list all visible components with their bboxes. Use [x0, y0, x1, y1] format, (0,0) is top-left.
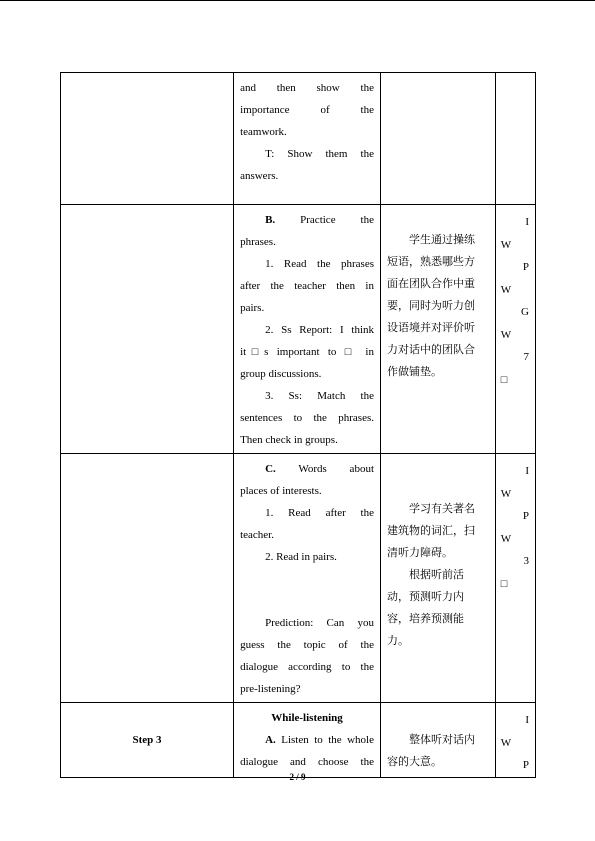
- page-number: 2 / 9: [289, 772, 306, 782]
- activity-line: C. Words about: [265, 463, 374, 475]
- purpose-line: 学习有关著名: [409, 502, 475, 515]
- activity-line: answers.: [240, 170, 279, 182]
- purpose-line: 作做铺垫。: [387, 365, 442, 378]
- purpose-line: 容，培养预测能: [387, 612, 464, 625]
- purpose-line: 动，预测听力内: [387, 590, 464, 603]
- purpose-line: 学生通过操练: [409, 233, 475, 246]
- purpose-cell: [381, 454, 496, 703]
- code-mark: P: [522, 510, 529, 522]
- activity-line: 2. Read in pairs.: [265, 551, 337, 563]
- code-mark: G: [521, 306, 529, 318]
- code-cell: [495, 703, 535, 778]
- code-mark: W: [500, 736, 512, 749]
- activity-line: 3. Ss: Match the: [265, 390, 374, 402]
- code-mark: I: [525, 465, 529, 477]
- purpose-line: 短语，熟悉哪些方: [387, 255, 475, 268]
- activity-line: Prediction: Can you: [265, 617, 374, 629]
- activity-line: sentences to the phrases.: [240, 412, 374, 424]
- activity-line: places of interests.: [240, 485, 322, 497]
- code-mark: P: [522, 261, 529, 273]
- purpose-line: 整体听对话内: [409, 733, 475, 746]
- activity-line: importance of the: [240, 104, 374, 116]
- activity-line: A. Listen to the whole: [265, 734, 374, 746]
- activity-label: While-listening: [271, 712, 343, 724]
- activity-line: B. Practice the: [265, 214, 374, 226]
- activity-line: T: Show them the: [265, 148, 374, 160]
- activity-line: guess the topic of the: [240, 639, 374, 651]
- activity-line: dialogue and choose the: [240, 756, 374, 768]
- purpose-cell: [381, 703, 496, 778]
- step-cell: [61, 205, 234, 454]
- code-mark: I: [525, 216, 529, 228]
- activity-line: [240, 707, 374, 729]
- purpose-cell: [381, 205, 496, 454]
- code-cell: [495, 454, 535, 703]
- table-row: [61, 454, 536, 703]
- table-row: [61, 205, 536, 454]
- activity-label: A.: [265, 734, 276, 746]
- lesson-plan-table: [60, 72, 536, 778]
- code-cell: [495, 73, 535, 205]
- purpose-cell: [381, 73, 496, 205]
- table-row: [61, 73, 536, 205]
- table-row: [61, 703, 536, 778]
- step-label: Step 3: [61, 703, 234, 778]
- activity-line: teamwork.: [240, 126, 287, 138]
- purpose-line: 力。: [387, 634, 409, 647]
- activity-line: 2. Ss Report: I think: [265, 324, 374, 336]
- purpose-line: 根据听前活: [409, 568, 464, 581]
- activity-line: it□s important to □ in: [240, 346, 374, 358]
- purpose-line: 要，同时为听力创: [387, 299, 475, 312]
- activity-line: [240, 568, 374, 590]
- purpose-line: 设语境并对评价听: [387, 321, 475, 334]
- code-mark: 3: [523, 555, 529, 567]
- activity-label: C.: [265, 463, 276, 475]
- activity-cell: [234, 703, 381, 778]
- step-cell: [61, 454, 234, 703]
- code-mark: W: [500, 487, 512, 500]
- activity-line: 1. Read after the: [265, 507, 374, 519]
- activity-line: teacher.: [240, 529, 274, 541]
- activity-cell: [234, 454, 381, 703]
- activity-cell: [234, 205, 381, 454]
- activity-line: [240, 590, 374, 612]
- purpose-line: 容的大意。: [387, 755, 442, 768]
- code-mark: □: [500, 577, 508, 590]
- purpose-line: 建筑物的词汇，扫: [387, 524, 475, 537]
- activity-line: group discussions.: [240, 368, 322, 380]
- purpose-line: 清听力障碍。: [387, 546, 453, 559]
- activity-line: pre-listening?: [240, 683, 301, 695]
- activity-line: pairs.: [240, 302, 265, 314]
- lesson-plan-table-container: [60, 72, 536, 778]
- activity-line: Then check in groups.: [240, 434, 338, 446]
- code-cell: [495, 205, 535, 454]
- code-mark: W: [500, 238, 512, 251]
- activity-line: and then show the: [240, 82, 374, 94]
- code-mark: □: [500, 373, 508, 386]
- activity-line: phrases.: [240, 236, 276, 248]
- activity-cell: [234, 73, 381, 205]
- activity-label: B.: [265, 214, 276, 226]
- activity-line: 1. Read the phrases: [265, 258, 374, 270]
- code-mark: W: [500, 283, 512, 296]
- purpose-line: 力对话中的团队合: [387, 343, 475, 356]
- step-cell: [61, 73, 234, 205]
- code-mark: W: [500, 328, 512, 341]
- purpose-line: 面在团队合作中重: [387, 277, 475, 290]
- code-mark: I: [525, 714, 529, 726]
- activity-line: after the teacher then in: [240, 280, 374, 292]
- code-mark: W: [500, 532, 512, 545]
- code-mark: P: [522, 759, 529, 771]
- top-rule: [0, 0, 595, 1]
- activity-line: dialogue according to the: [240, 661, 374, 673]
- code-mark: 7: [523, 351, 529, 363]
